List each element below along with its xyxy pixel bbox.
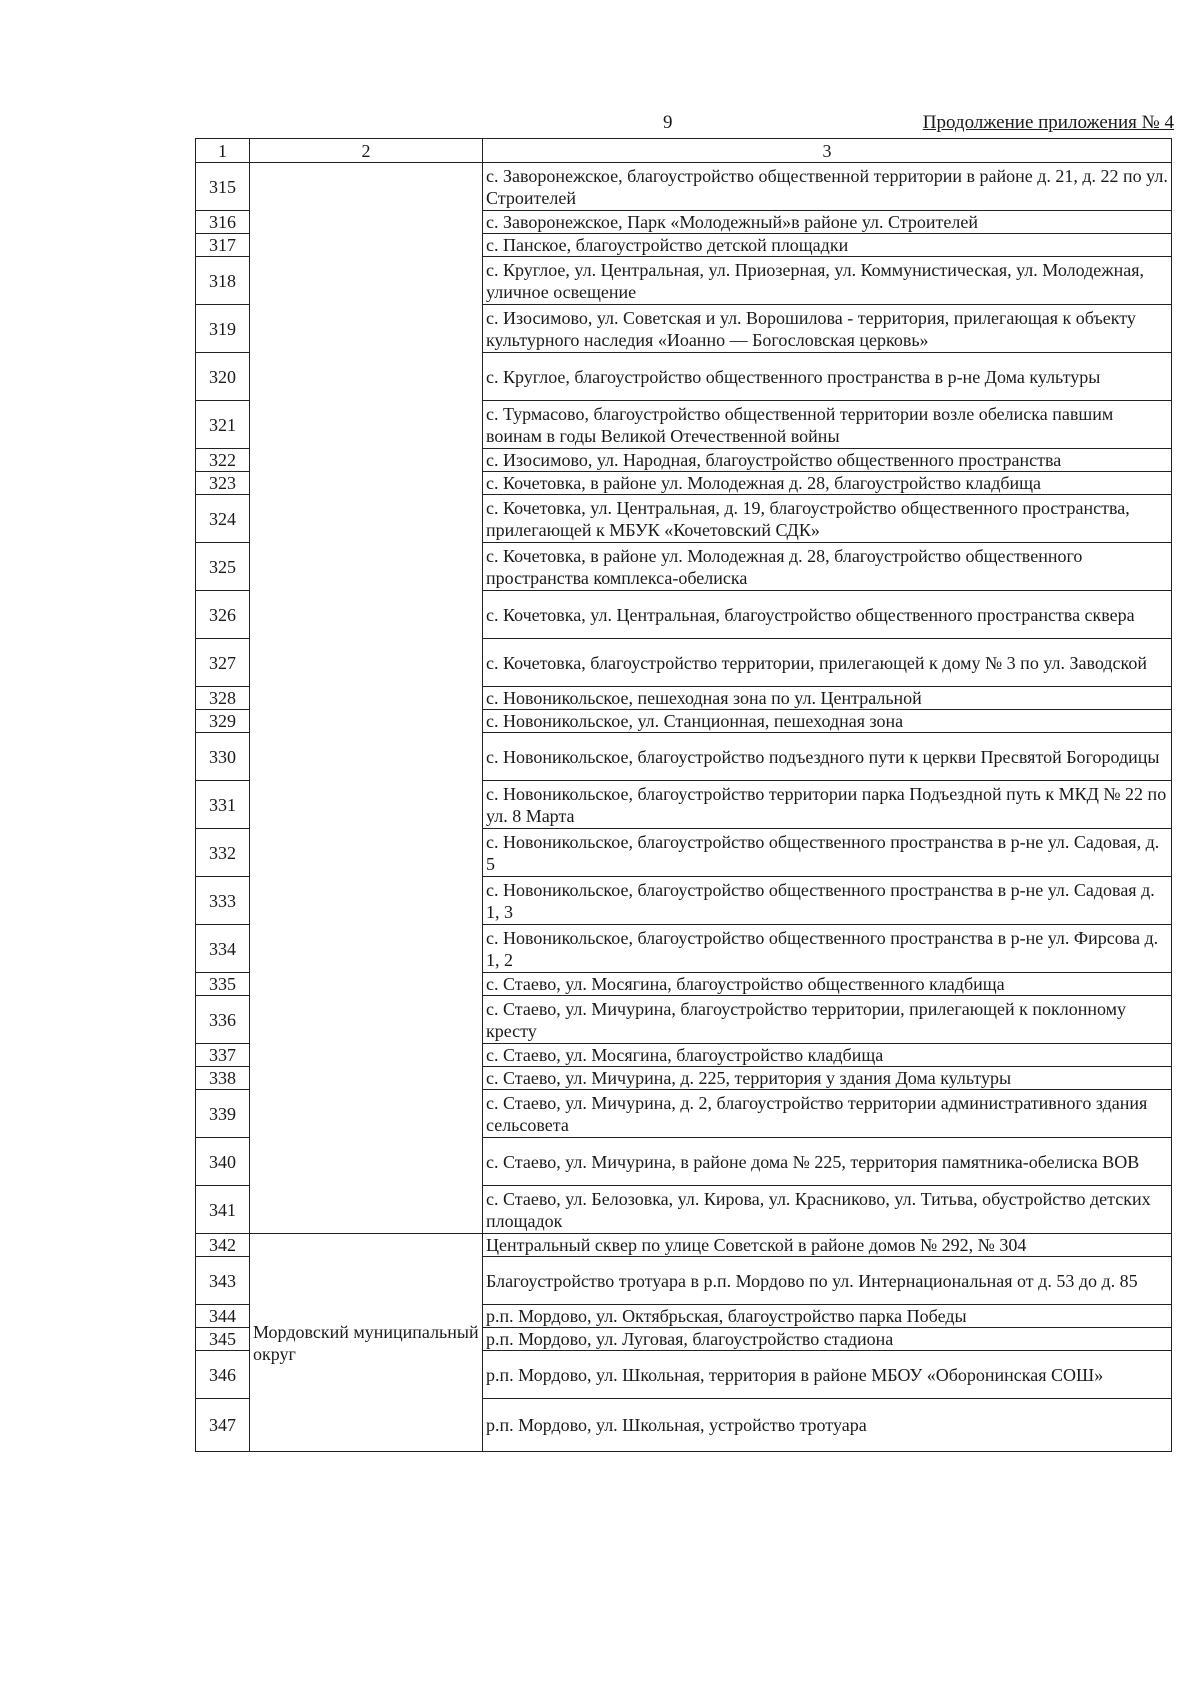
row-number: 327 (196, 639, 250, 687)
row-description: с. Новоникольское, благоустройство общественного пространства в р-не ул. Садовая, д. 5 (483, 829, 1172, 877)
row-number: 326 (196, 591, 250, 639)
row-description: р.п. Мордово, ул. Луговая, благоустройство стадиона (483, 1328, 1172, 1351)
row-number: 318 (196, 257, 250, 305)
row-description: с. Стаево, ул. Белозовка, ул. Кирова, ул. Красниково, ул. Титьва, обустройство детских площадок (483, 1186, 1172, 1234)
row-number: 334 (196, 925, 250, 973)
row-number: 342 (196, 1234, 250, 1257)
row-number: 345 (196, 1328, 250, 1351)
row-description: с. Изосимово, ул. Народная, благоустройство общественного пространства (483, 449, 1172, 472)
continuation-label: Продолжение приложения № 4 (922, 112, 1174, 133)
row-description: Центральный сквер по улице Советской в районе домов № 292, № 304 (483, 1234, 1172, 1257)
row-description: с. Изосимово, ул. Советская и ул. Ворошилова - территория, прилегающая к объекту культурного наследия «Иоанно — Богословская церковь» (483, 305, 1172, 353)
row-number: 328 (196, 687, 250, 710)
row-description: с. Новоникольское, ул. Станционная, пешеходная зона (483, 710, 1172, 733)
row-number: 344 (196, 1305, 250, 1328)
row-description: с. Круглое, ул. Центральная, ул. Приозерная, ул. Коммунистическая, ул. Молодежная, уличное освещение (483, 257, 1172, 305)
row-description: с. Кочетовка, в районе ул. Молодежная д. 28, благоустройство общественного пространства комплекса-обелиска (483, 543, 1172, 591)
row-number: 337 (196, 1044, 250, 1067)
row-number: 347 (196, 1399, 250, 1452)
table-row (196, 1234, 1172, 1257)
row-description: с. Стаево, ул. Мосягина, благоустройство кладбища (483, 1044, 1172, 1067)
row-number: 325 (196, 543, 250, 591)
row-number: 315 (196, 163, 250, 211)
row-number: 317 (196, 234, 250, 257)
page-number: 9 (663, 112, 673, 133)
row-number: 316 (196, 211, 250, 234)
row-number: 331 (196, 781, 250, 829)
row-number: 321 (196, 401, 250, 449)
column-header-1: 1 (196, 139, 250, 163)
header-row (196, 139, 1172, 163)
row-number: 329 (196, 710, 250, 733)
row-number: 341 (196, 1186, 250, 1234)
row-description: с. Кочетовка, в районе ул. Молодежная д. 28, благоустройство кладбища (483, 472, 1172, 495)
row-description: р.п. Мордово, ул. Школьная, территория в районе МБОУ «Оборонинская СОШ» (483, 1351, 1172, 1399)
row-description: с. Заворонежское, Парк «Молодежный»в районе ул. Строителей (483, 211, 1172, 234)
row-description: р.п. Мордово, ул. Школьная, устройство тротуара (483, 1399, 1172, 1452)
table-row (196, 163, 1172, 211)
row-number: 339 (196, 1090, 250, 1138)
row-description: с. Круглое, благоустройство общественного пространства в р-не Дома культуры (483, 353, 1172, 401)
row-number: 330 (196, 733, 250, 781)
row-description: с. Турмасово, благоустройство общественной территории возле обелиска павшим воинам в годы Великой Отечественной войны (483, 401, 1172, 449)
row-description: с. Панское, благоустройство детской площадки (483, 234, 1172, 257)
column-header-3: 3 (483, 139, 1172, 163)
row-description: с. Новоникольское, пешеходная зона по ул. Центральной (483, 687, 1172, 710)
row-number: 323 (196, 472, 250, 495)
row-number: 343 (196, 1257, 250, 1305)
row-description: с. Кочетовка, ул. Центральная, благоустройство общественного пространства сквера (483, 591, 1172, 639)
row-number: 340 (196, 1138, 250, 1186)
row-description: с. Стаево, ул. Мичурина, благоустройство территории, прилегающей к поклонному кресту (483, 996, 1172, 1044)
row-description: с. Стаево, ул. Мичурина, д. 225, территория у здания Дома культуры (483, 1067, 1172, 1090)
row-description: с. Стаево, ул. Мичурина, д. 2, благоустройство территории административного здания сельсовета (483, 1090, 1172, 1138)
column-header-2: 2 (250, 139, 483, 163)
row-number: 332 (196, 829, 250, 877)
row-description: с. Кочетовка, благоустройство территории, прилегающей к дому № 3 по ул. Заводской (483, 639, 1172, 687)
row-number: 346 (196, 1351, 250, 1399)
row-description: с. Стаево, ул. Мосягина, благоустройство общественного кладбища (483, 973, 1172, 996)
row-description: с. Кочетовка, ул. Центральная, д. 19, благоустройство общественного пространства, прилегающей к МБУК «Кочетовский СДК» (483, 495, 1172, 543)
region-cell-empty (250, 163, 483, 1234)
row-number: 322 (196, 449, 250, 472)
row-description: с. Заворонежское, благоустройство общественной территории в районе д. 21, д. 22 по ул. Строителей (483, 163, 1172, 211)
row-description: с. Стаево, ул. Мичурина, в районе дома № 225, территория памятника-обелиска ВОВ (483, 1138, 1172, 1186)
row-number: 319 (196, 305, 250, 353)
row-number: 338 (196, 1067, 250, 1090)
region-cell-mordovo: Мордовский муниципальный округ (250, 1234, 483, 1452)
row-description: р.п. Мордово, ул. Октябрьская, благоустройство парка Победы (483, 1305, 1172, 1328)
row-number: 336 (196, 996, 250, 1044)
row-description: с. Новоникольское, благоустройство подъездного пути к церкви Пресвятой Богородицы (483, 733, 1172, 781)
row-description: Благоустройство тротуара в р.п. Мордово по ул. Интернациональная от д. 53 до д. 85 (483, 1257, 1172, 1305)
row-number: 333 (196, 877, 250, 925)
appendix-table (195, 138, 1172, 1452)
row-description: с. Новоникольское, благоустройство общественного пространства в р-не ул. Садовая д. 1, 3 (483, 877, 1172, 925)
row-number: 324 (196, 495, 250, 543)
row-number: 335 (196, 973, 250, 996)
row-description: с. Новоникольское, благоустройство территории парка Подъездной путь к МКД № 22 по ул. 8 Марта (483, 781, 1172, 829)
row-description: с. Новоникольское, благоустройство общественного пространства в р-не ул. Фирсова д. 1, 2 (483, 925, 1172, 973)
row-number: 320 (196, 353, 250, 401)
